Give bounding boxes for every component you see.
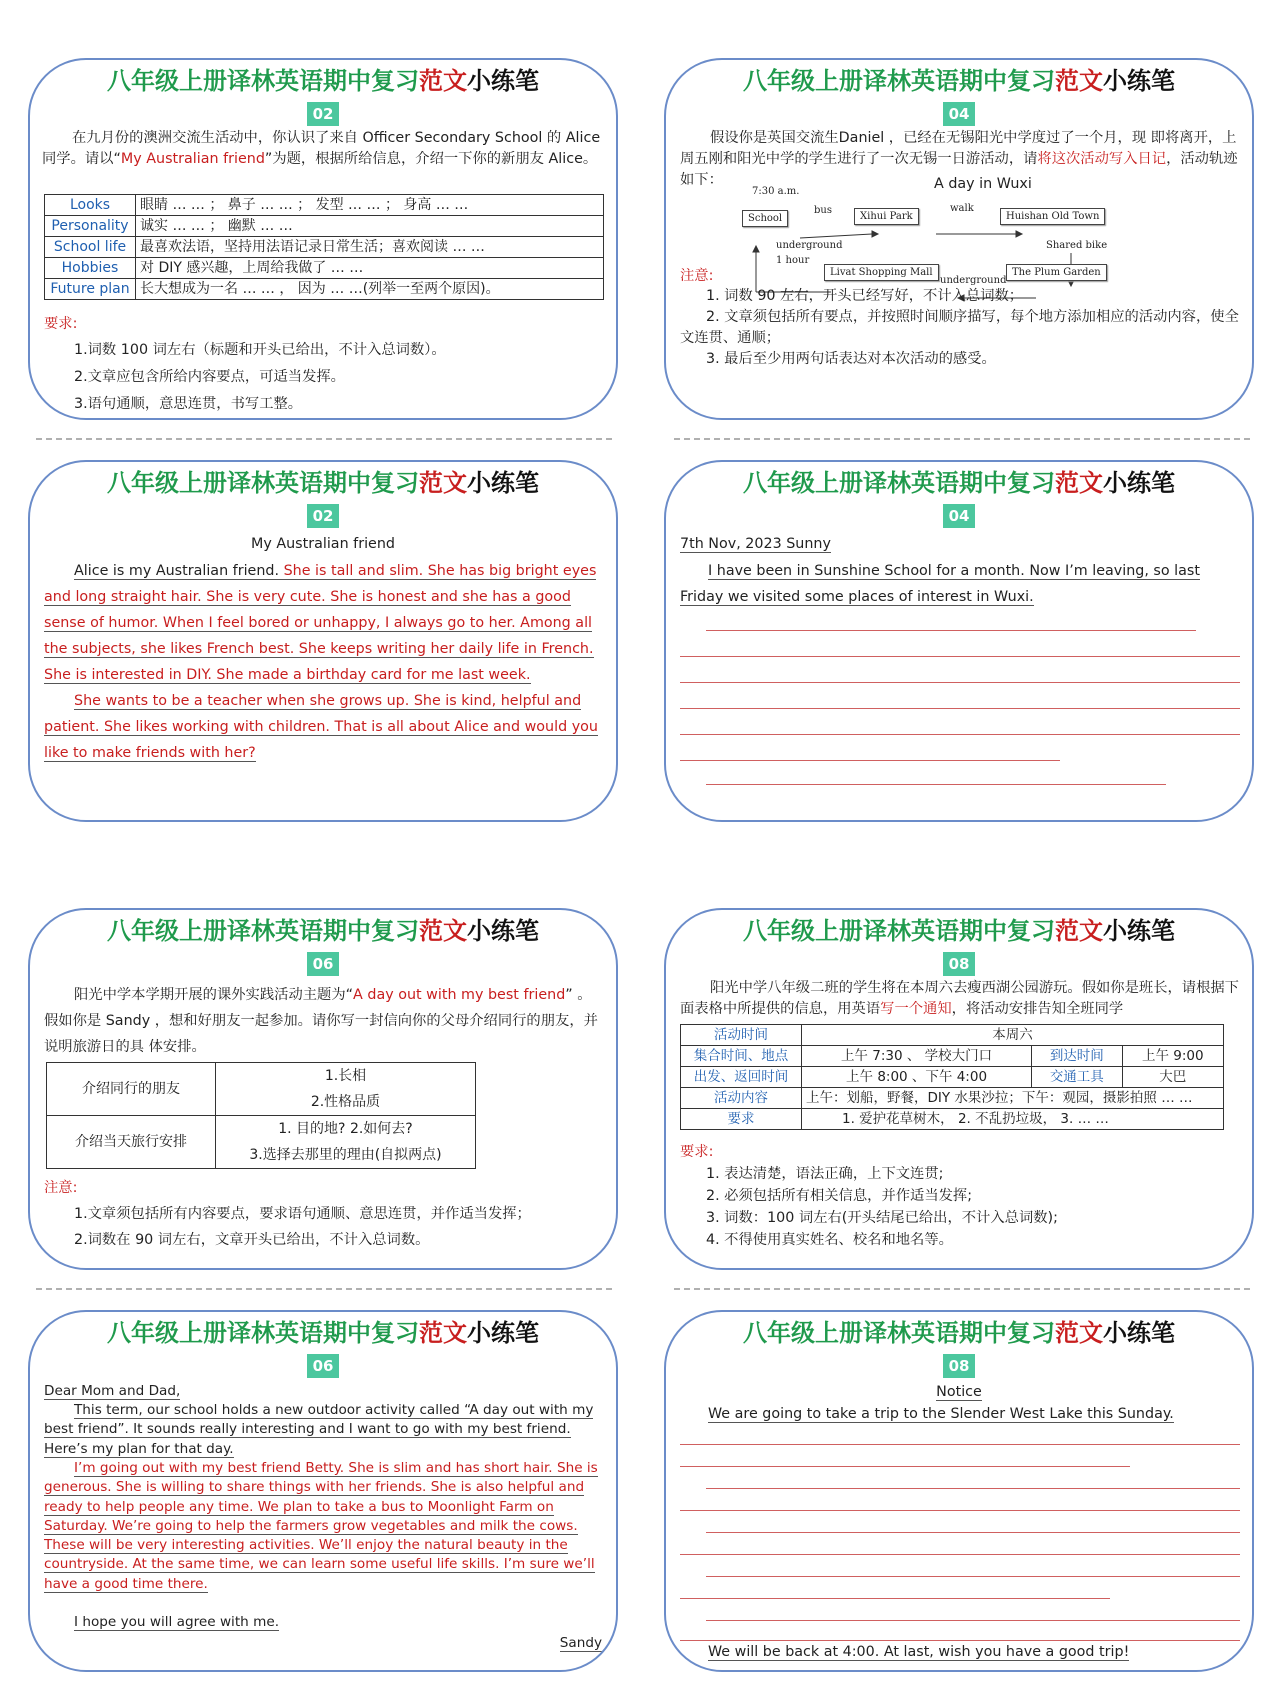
cell-label: 交通工具 bbox=[1032, 1067, 1122, 1088]
letter-closing: I hope you will agree with me. bbox=[74, 1614, 280, 1630]
number-badge: 06 bbox=[307, 1354, 339, 1378]
writing-line bbox=[680, 708, 1240, 709]
number-badge: 02 bbox=[307, 504, 339, 528]
activity-table bbox=[680, 1024, 1224, 1130]
letter-paragraph-2: I’m going out with my best friend Betty. She is slim and has short hair. She is generous. She is willing to share things with her friends. She is also helpful and ready to help people any time. We plan to take a bus to Moonlight Farm on Saturday. We’re going to help the farmers grow vegetables and milk the cows. These will be very interesting activities. We’ll enjoy the natural beauty in the countryside. At the same time, we can learn some useful life skills. I’m sure we’ll have a good time there. bbox=[44, 1460, 598, 1592]
notice-last-line: We will be back at 4:00. At last, wish you have a good trip! bbox=[708, 1644, 1130, 1660]
letter-greeting: Dear Mom and Dad, bbox=[44, 1383, 181, 1399]
row-value: 长大想成为一名 … … ， 因为 … …(列举一至两个原因)。 bbox=[136, 279, 604, 300]
row-value: 1.长相 bbox=[216, 1063, 476, 1090]
writing-line bbox=[680, 1510, 1240, 1511]
note-item: 3. 最后至少用两句话表达对本次活动的感受。 bbox=[706, 351, 996, 367]
writing-line bbox=[680, 1466, 1130, 1467]
cell-value: 1. 爱护花草树木， 2. 不乱扔垃圾， 3. … … bbox=[802, 1109, 1224, 1130]
row-label: 介绍当天旅行安排 bbox=[47, 1116, 216, 1169]
letter-signature: Sandy bbox=[559, 1635, 602, 1651]
time-label: 7:30 a.m. bbox=[752, 186, 800, 197]
row-label: Personality bbox=[45, 216, 136, 237]
cell-value: 上午 7:30 、 学校大门口 bbox=[802, 1046, 1032, 1067]
essay-heading: My Australian friend bbox=[250, 536, 395, 552]
number-badge: 06 bbox=[307, 952, 339, 976]
writing-line bbox=[680, 682, 1240, 683]
requirement-item: 1. 表达清楚，语法正确，上下文连贯; bbox=[706, 1166, 944, 1182]
requirement-item: 2.文章应包含所给内容要点，可适当发挥。 bbox=[74, 369, 345, 385]
diary-body: I have been in Sunshine School for a month. Now I’m leaving, so last Friday we visited some places of interest in Wuxi. bbox=[680, 563, 1200, 605]
essay-body-2: She wants to be a teacher when she grows up. She is kind, helpful and patient. She likes working with children. That is all about Alice and would you like to make friends with her? bbox=[44, 693, 598, 761]
number-badge: 04 bbox=[943, 102, 975, 126]
card-practice-02-prompt bbox=[28, 58, 618, 420]
cell-label: 到达时间 bbox=[1032, 1046, 1122, 1067]
place-huishan-old-town: Huishan Old Town bbox=[1000, 208, 1105, 225]
note-item: 1. 词数 90 左右，开头已经写好，不计入总词数； bbox=[706, 288, 1024, 304]
card-practice-08-notice bbox=[664, 1310, 1254, 1672]
card-title: 八年级上册译林英语期中复习范文小练笔 bbox=[107, 917, 539, 945]
row-value: 眼睛 … … ； 鼻子 … … ； 发型 … … ； 身高 … … bbox=[136, 195, 604, 216]
card-title: 八年级上册译林英语期中复习范文小练笔 bbox=[743, 917, 1175, 945]
cell-label: 要求 bbox=[681, 1109, 802, 1130]
prompt-text: 在九月份的澳洲交流生活动中，你认识了来自 Officer Secondary School 的 Alice 同学。请以“My Australian friend”为题，根据所给信息，介绍一下你的新朋友 Alice。 bbox=[42, 130, 601, 167]
row-value: 1. 目的地? 2.如何去? bbox=[216, 1116, 476, 1143]
row-label: Looks bbox=[45, 195, 136, 216]
card-title: 八年级上册译林英语期中复习范文小练笔 bbox=[743, 469, 1175, 497]
cell-value: 上午 8:00 、下午 4:00 bbox=[802, 1067, 1032, 1088]
writing-line bbox=[680, 734, 1240, 735]
card-title: 八年级上册译林英语期中复习范文小练笔 bbox=[107, 67, 539, 95]
writing-line bbox=[680, 760, 1060, 761]
row-value: 2.性格品质 bbox=[216, 1089, 476, 1116]
number-badge: 08 bbox=[943, 952, 975, 976]
note-label: 注意: bbox=[44, 1180, 78, 1196]
divider bbox=[36, 1288, 612, 1290]
card-title: 八年级上册译林英语期中复习范文小练笔 bbox=[107, 1319, 539, 1347]
card-title: 八年级上册译林英语期中复习范文小练笔 bbox=[743, 1319, 1175, 1347]
transport-label: walk bbox=[950, 203, 974, 214]
card-title: 八年级上册译林英语期中复习范文小练笔 bbox=[743, 67, 1175, 95]
transport-label: bus bbox=[814, 205, 832, 216]
divider bbox=[674, 438, 1250, 440]
cell-value: 上午 9:00 bbox=[1122, 1046, 1223, 1067]
writing-line bbox=[680, 1444, 1240, 1445]
writing-line bbox=[680, 1640, 1240, 1641]
cell-label: 集合时间、地点 bbox=[681, 1046, 802, 1067]
note-item: 1.文章须包括所有内容要点，要求语句通顺、意思连贯，并作适当发挥； bbox=[74, 1206, 531, 1222]
card-title: 八年级上册译林英语期中复习范文小练笔 bbox=[107, 469, 539, 497]
transport-label: underground bbox=[776, 240, 843, 251]
row-value: 对 DIY 感兴趣，上周给我做了 … … bbox=[136, 258, 604, 279]
prompt-text: 阳光中学本学期开展的课外实践活动主题为“A day out with my best friend” 。 假如你是 Sandy ，想和好朋友一起参加。请你写一封信向你的父母介绍同行的朋友，并说明旅游日的具 体安排。 bbox=[44, 987, 598, 1055]
requirement-item: 4. 不得使用真实姓名、校名和地名等。 bbox=[706, 1232, 953, 1248]
cell-label: 活动时间 bbox=[681, 1025, 802, 1046]
place-xihui-park: Xihui Park bbox=[854, 208, 919, 225]
divider bbox=[36, 438, 612, 440]
writing-line bbox=[680, 1598, 1110, 1599]
requirement-item: 1.词数 100 词左右（标题和开头已给出，不计入总词数）。 bbox=[74, 342, 446, 358]
prompt-text: 假设你是英国交流生Daniel ，已经在无锡阳光中学度过了一个月，现 即将离开，上周五刚和阳光中学的学生进行了一次无锡一日游活动，请将这次活动写入日记，活动轨迹如下： bbox=[680, 130, 1238, 188]
writing-line bbox=[680, 1554, 1240, 1555]
requirement-item: 2. 必须包括所有相关信息，并作适当发挥; bbox=[706, 1188, 973, 1204]
cell-value: 本周六 bbox=[802, 1025, 1224, 1046]
plan-table bbox=[46, 1062, 476, 1169]
duration-label: 1 hour bbox=[776, 255, 810, 266]
note-item: 2.词数在 90 词左右，文章开头已给出，不计入总词数。 bbox=[74, 1232, 430, 1248]
requirement-item: 3. 词数：100 词左右(开头结尾已给出，不计入总词数); bbox=[706, 1210, 1058, 1226]
essay-body: Alice is my Australian friend. She is tall and slim. She has big bright eyes and long straight hair. She is very cute. She is honest and she has a good sense of humor. When I feel bored or unhappy, I always go to her. Among all the subjects, she likes French best. She keeps writing her daily life in French. She is interested in DIY. She made a birthday card for me last week. bbox=[44, 563, 597, 683]
row-label: School life bbox=[45, 237, 136, 258]
place-livat-shopping-mall: Livat Shopping Mall bbox=[824, 264, 939, 281]
diary-date: 7th Nov, 2023 Sunny bbox=[680, 536, 831, 552]
row-value: 最喜欢法语，坚持用法语记录日常生活；喜欢阅读 … … bbox=[136, 237, 604, 258]
place-plum-garden: The Plum Garden bbox=[1006, 264, 1107, 281]
cell-label: 活动内容 bbox=[681, 1088, 802, 1109]
writing-line bbox=[706, 1576, 1240, 1577]
number-badge: 04 bbox=[943, 504, 975, 528]
row-label: Future plan bbox=[45, 279, 136, 300]
card-practice-02-essay bbox=[28, 460, 618, 822]
notice-first-line: We are going to take a trip to the Slender West Lake this Sunday. bbox=[708, 1406, 1174, 1422]
writing-line bbox=[706, 630, 1196, 631]
number-badge: 08 bbox=[943, 1354, 975, 1378]
row-value: 3.选择去那里的理由(自拟两点) bbox=[216, 1142, 476, 1169]
requirement-item: 3.语句通顺，意思连贯，书写工整。 bbox=[74, 396, 303, 412]
requirements-label: 要求: bbox=[680, 1144, 714, 1160]
writing-line bbox=[706, 1532, 1240, 1533]
row-label: Hobbies bbox=[45, 258, 136, 279]
row-value: 诚实 … … ； 幽默 … … bbox=[136, 216, 604, 237]
card-practice-06-letter bbox=[28, 1310, 618, 1672]
cell-value: 大巴 bbox=[1122, 1067, 1223, 1088]
note-label: 注意: bbox=[680, 268, 714, 284]
note-item: 2. 文章须包括所有要点，并按照时间顺序描写，每个地方添加相应的活动内容，使全文连贯、通顺； bbox=[680, 309, 1239, 346]
writing-line bbox=[680, 656, 1240, 657]
card-practice-04-diary bbox=[664, 460, 1254, 822]
transport-label: Shared bike bbox=[1046, 240, 1108, 251]
place-school: School bbox=[742, 210, 788, 227]
transport-label: underground bbox=[940, 275, 1007, 286]
notice-heading: Notice bbox=[936, 1384, 982, 1400]
cell-value: 上午：划船，野餐，DIY 水果沙拉；下午：观园，摄影拍照 … … bbox=[802, 1088, 1224, 1109]
card-practice-04-prompt bbox=[664, 58, 1254, 420]
card-practice-06-prompt bbox=[28, 908, 618, 1270]
map-title: A day in Wuxi bbox=[934, 176, 1032, 192]
divider bbox=[674, 1288, 1250, 1290]
row-label: 介绍同行的朋友 bbox=[47, 1063, 216, 1116]
letter-paragraph-1: This term, our school holds a new outdoor activity called “A day out with my best friend”. It sounds really interesting and I want to go with my best friend. Here’s my plan for that day. bbox=[44, 1402, 594, 1457]
writing-line bbox=[706, 1488, 1240, 1489]
number-badge: 02 bbox=[307, 102, 339, 126]
prompt-text: 阳光中学八年级二班的学生将在本周六去瘦西湖公园游玩。假如你是班长，请根据下面表格中所提供的信息，用英语写一个通知，将活动安排告知全班同学 bbox=[680, 980, 1239, 1017]
info-table bbox=[44, 194, 604, 300]
writing-line bbox=[706, 1620, 1240, 1621]
cell-label: 出发、返回时间 bbox=[681, 1067, 802, 1088]
requirements-label: 要求: bbox=[44, 316, 78, 332]
writing-line bbox=[706, 784, 1166, 785]
card-practice-08-prompt bbox=[664, 908, 1254, 1270]
